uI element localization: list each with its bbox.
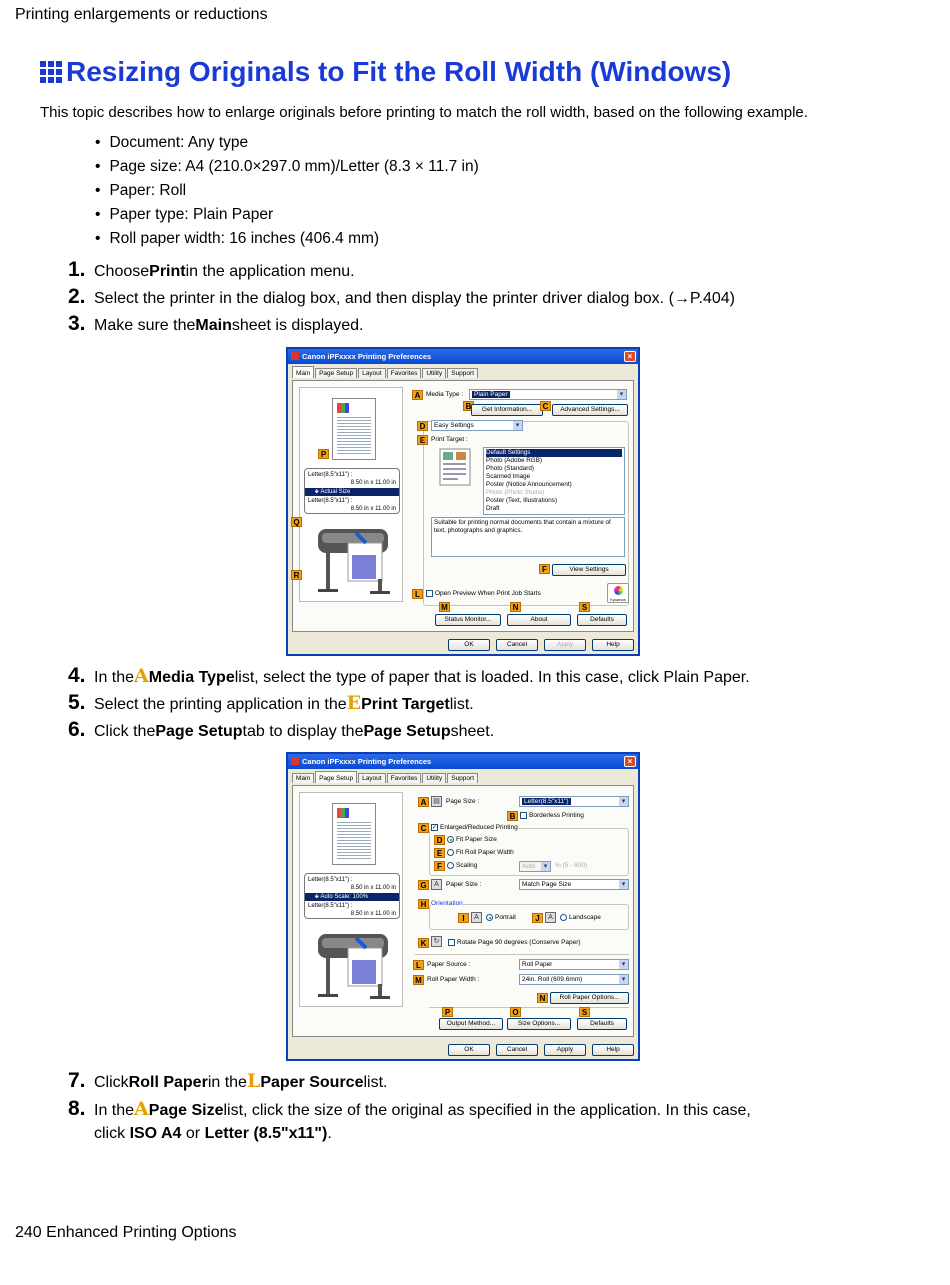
list-item[interactable]: Poster (Text, Illustrations) [486,497,558,504]
rotate-icon: ↻ [431,936,442,947]
callout-letter: E [346,692,362,714]
page-size-value: Letter(8.5"x11") [524,798,569,805]
step-7 [68,1069,387,1093]
size-bot-dim: 8.50 in x 11.00 in [350,506,396,512]
roll-width-value: 24in. Roll (609.6mm) [522,976,583,983]
borderless-option[interactable] [520,812,584,819]
help-button[interactable]: Help [592,639,634,651]
kyuanos-icon[interactable] [607,583,629,603]
paper-size-label: Paper Size : [446,881,482,888]
open-preview-option[interactable] [426,590,541,597]
rotate-label: Rotate Page 90 degrees (Conserve Paper) [457,939,581,947]
preview-pane [299,792,403,1007]
tab-utility[interactable]: Utility [422,368,446,378]
fit-roll-option[interactable] [447,849,514,856]
step-bold: Page Setup [155,723,243,740]
print-target-label: Print Target : [431,436,468,443]
size-mode [305,488,399,496]
close-icon[interactable]: × [624,756,636,767]
list-item[interactable]: Photo (Standard) [486,465,534,472]
step-text: or [181,1125,205,1142]
size-options-button[interactable]: Size Options... [507,1018,571,1030]
step-text: tab to display the [242,723,364,740]
scaling-input[interactable]: Auto ▾ [519,861,551,872]
fit-paper-radio[interactable] [447,836,454,843]
landscape-label: Landscape [569,914,601,922]
step-number: 7. [68,1069,86,1092]
enlarged-label: Enlarged/Reduced Printing [440,824,518,832]
step-text: Click the [94,723,156,740]
callout-q: Q [291,517,302,527]
close-icon[interactable]: × [624,351,636,362]
list-item[interactable]: Scanned Image [486,473,531,480]
page-size-select[interactable] [519,796,629,807]
cancel-button[interactable]: Cancel [496,639,538,651]
fit-paper-label: Fit Paper Size [456,836,497,844]
list-item: • Roll paper width: 16 inches (406.4 mm) [95,227,479,251]
tab-support[interactable]: Support [447,368,478,378]
enlarged-checkbox[interactable]: ✓ [432,825,438,831]
size-mode-text: Actual Size [320,489,351,495]
paper-size-select[interactable] [519,879,629,890]
callout-l: L [412,589,423,599]
size-top: Letter(8.5"x11") : [308,472,353,478]
portrait-option[interactable] [486,914,516,921]
step-bold: Letter (8.5"x11") [204,1125,328,1142]
step-text: click [94,1125,130,1142]
cancel-button[interactable]: Cancel [496,1044,538,1056]
open-preview-checkbox[interactable] [426,590,433,597]
size-top-dim: 8.50 in x 11.00 in [350,480,396,486]
document-thumbnail-icon [439,448,471,486]
step-bold: Print Target [361,696,450,713]
fit-roll-label: Fit Roll Paper Width [456,849,514,857]
portrait-label: Portrait [495,914,516,922]
callout-e: E [417,435,428,445]
media-type-value: Plain Paper [474,391,508,398]
callout-d: D [434,835,445,845]
media-type-select[interactable] [469,389,627,400]
roll-paper-options-button[interactable]: Roll Paper Options... [550,992,629,1004]
step-text: in the [207,1074,247,1091]
ok-button[interactable]: OK [448,1044,490,1056]
callout-c: C [418,823,429,833]
printer-illustration [308,928,398,1006]
orientation-label: Orientation [431,900,463,907]
apply-button[interactable]: Apply [544,639,586,651]
defaults-button[interactable]: Defaults [577,1018,627,1030]
get-information-button[interactable]: Get Information... [471,404,543,416]
callout-letter: A [134,665,149,687]
step-text: list, select the type of paper that is loaded. In this case, click Plain Paper. [234,669,750,686]
fit-roll-radio[interactable] [447,849,454,856]
callout-h: H [418,899,429,909]
scaling-range: % (5 - 600) [555,862,588,869]
enlarged-option[interactable] [431,824,518,831]
callout-k: K [418,938,429,948]
arrow-down-icon: 🡻 [314,489,319,495]
callout-s: S [579,1007,590,1017]
step-text: In the [94,1102,135,1119]
callout-m: M [413,975,424,985]
roll-width-select[interactable] [519,974,629,985]
printing-preferences-dialog-page-setup [286,752,640,1061]
step-1 [68,258,355,282]
callout-g: G [418,880,429,890]
step-bold: Print [149,263,186,280]
step-text: . [327,1125,332,1142]
page-icon: ▤ [431,796,442,807]
borderless-checkbox[interactable] [520,812,527,819]
paper-size-value: Match Page Size [522,881,572,888]
page-title [40,56,731,88]
size-top-dim: 8.50 in x 11.00 in [350,885,396,891]
dialog-titlebar [288,349,638,364]
step-3 [68,312,363,336]
step-2 [68,285,735,309]
page-preview [332,398,376,460]
step-text: list, click the size of the original as specified in the application. In this case, [223,1102,751,1119]
help-button[interactable]: Help [592,1044,634,1056]
rotate-option[interactable] [448,939,581,946]
page-setup-sheet [292,785,634,1037]
ok-button[interactable]: OK [448,639,490,651]
step-number: 5. [68,691,86,714]
main-sheet [292,380,634,632]
list-item: • Document: Any type [95,131,479,155]
step-8-continuation [94,1125,332,1143]
print-target-list[interactable] [483,447,625,515]
page-size-label: Page Size : [446,798,480,805]
step-bold: Main [195,317,232,334]
step-text: list. [449,696,474,713]
dialog-title: Canon iPFxxxx Printing Preferences [302,757,432,766]
callout-i: I [458,913,469,923]
defaults-button[interactable]: Defaults [577,614,627,626]
tab-layout[interactable]: Layout [358,773,386,783]
page-footer: 240 Enhanced Printing Options [15,1224,237,1241]
tab-favorites[interactable]: Favorites [387,368,422,378]
paper-size-icon: A [431,879,442,890]
list-item[interactable]: Poster (Notice Announcement) [486,481,572,488]
intro-text: This topic describes how to enlarge originals before printing to match the roll width, based on the following example. [40,104,808,121]
tab-bar [292,773,479,783]
rotate-checkbox[interactable] [448,939,455,946]
size-info-box [304,873,400,919]
roll-width-label: Roll Paper Width : [427,976,480,983]
list-item: • Paper type: Plain Paper [95,203,479,227]
divider [415,954,629,955]
callout-f: F [434,861,445,871]
list-item: • Page size: A4 (210.0×297.0 mm)/Letter (8.3 × 11.7 in) [95,155,479,179]
step-text: Make sure the [94,317,196,334]
callout-j: J [532,913,543,923]
printing-preferences-dialog-main [286,347,640,656]
tab-page-setup[interactable]: Page Setup [315,368,357,378]
printer-illustration [308,523,398,601]
step-bold: Paper Source [260,1074,364,1091]
list-item[interactable]: Draft [486,505,500,512]
step-number: 3. [68,312,86,335]
callout-n: N [537,993,548,1003]
tab-page-setup[interactable]: Page Setup [315,771,357,783]
apply-button[interactable]: Apply [544,1044,586,1056]
callout-l: L [413,960,424,970]
step-text: In the [94,669,135,686]
portrait-radio[interactable] [486,914,493,921]
step-text: Select the printing application in the [94,696,347,713]
list-item[interactable]: Photo (Photo Studio) [486,489,545,496]
step-5 [68,691,474,715]
callout-p: P [442,1007,453,1017]
step-text: sheet. [450,723,495,740]
tab-utility[interactable]: Utility [422,773,446,783]
step-text: Click [94,1074,129,1091]
step-6 [68,718,494,742]
preview-pane [299,387,403,602]
paper-source-label: Paper Source : [427,961,471,968]
step-number: 8. [68,1097,86,1120]
step-8 [68,1097,751,1121]
step-text: in the application menu. [185,263,355,280]
media-type-label: Media Type : [426,391,464,398]
paper-source-value: Roll Paper [522,961,553,968]
grid-icon [40,61,62,83]
callout-a: A [412,390,423,400]
tab-support[interactable]: Support [447,773,478,783]
size-bot: Letter(8.5"x11") : [308,903,353,909]
easy-settings-value: Easy Settings [434,422,474,429]
callout-a: A [418,797,429,807]
step-bold: Roll Paper [128,1074,208,1091]
size-mode [305,893,399,901]
callout-s: S [579,602,590,612]
callout-f: F [539,564,550,574]
callout-m: M [439,602,450,612]
kyuanos-label: Kyuanos [610,597,626,602]
open-preview-label: Open Preview When Print Job Starts [435,590,541,598]
tab-bar [292,368,479,378]
step-4 [68,664,750,688]
scaling-radio[interactable] [447,862,454,869]
landscape-icon: A [545,912,556,923]
title-text: Resizing Originals to Fit the Roll Width (Windows) [66,56,732,87]
tab-layout[interactable]: Layout [358,368,386,378]
callout-letter: L [246,1070,261,1092]
about-button[interactable]: About [507,614,571,626]
callout-c: C [540,401,551,411]
landscape-option[interactable] [560,914,601,921]
callout-r: R [291,570,302,580]
step-text: list. [363,1074,388,1091]
running-header: Printing enlargements or reductions [15,6,268,23]
size-bot-dim: 8.50 in x 11.00 in [350,911,396,917]
advanced-settings-button[interactable]: Advanced Settings... [552,404,628,416]
size-bot: Letter(8.5"x11") : [308,498,353,504]
callout-d: D [417,421,428,431]
callout-b: B [507,811,518,821]
list-item[interactable]: Photo (Adobe RGB) [486,457,543,464]
description-box: Suitable for printing normal documents that contain a mixture of text, photographs and graphics. [431,517,625,557]
step-number: 1. [68,258,86,281]
page-preview [332,803,376,865]
step-text: Select the printer in the dialog box, and then display the printer driver dialog box. (→P.404) [94,290,735,307]
step-number: 2. [68,285,86,308]
tab-main[interactable]: Main [292,366,314,378]
step-text: sheet is displayed. [231,317,364,334]
size-mode-text: Auto Scale: 100% [320,894,369,900]
step-text: Choose [94,263,150,280]
output-method-button[interactable]: Output Method... [439,1018,503,1030]
borderless-label: Borderless Printing [529,812,584,820]
view-settings-button[interactable]: View Settings [552,564,626,576]
tab-favorites[interactable]: Favorites [387,773,422,783]
dialog-titlebar [288,754,638,769]
landscape-radio[interactable] [560,914,567,921]
example-list [95,131,479,251]
scaling-label: Scaling [456,862,478,870]
paper-source-select[interactable] [519,959,629,970]
list-item: • Paper: Roll [95,179,479,203]
step-bold: Media Type [148,669,235,686]
portrait-icon: A [471,912,482,923]
callout-p: P [318,449,329,459]
callout-e: E [434,848,445,858]
step-bold: ISO A4 [129,1125,182,1142]
size-top: Letter(8.5"x11") : [308,877,353,883]
list-item[interactable]: Default Settings [486,449,622,457]
step-number: 4. [68,664,86,687]
arrow-down-icon: 🡻 [314,894,319,900]
scaling-option[interactable] [447,862,477,869]
callout-n: N [510,602,521,612]
fit-paper-option[interactable] [447,836,497,843]
step-bold: Page Setup [363,723,451,740]
callout-b: B [463,401,474,411]
callout-letter: A [134,1098,149,1120]
easy-settings-select[interactable] [431,420,523,431]
step-number: 6. [68,718,86,741]
status-monitor-button[interactable]: Status Monitor... [435,614,501,626]
divider [429,1007,629,1008]
callout-o: O [510,1007,521,1017]
size-info-box [304,468,400,514]
step-bold: Page Size [148,1102,224,1119]
dialog-title: Canon iPFxxxx Printing Preferences [302,352,432,361]
tab-main[interactable]: Main [292,773,314,783]
